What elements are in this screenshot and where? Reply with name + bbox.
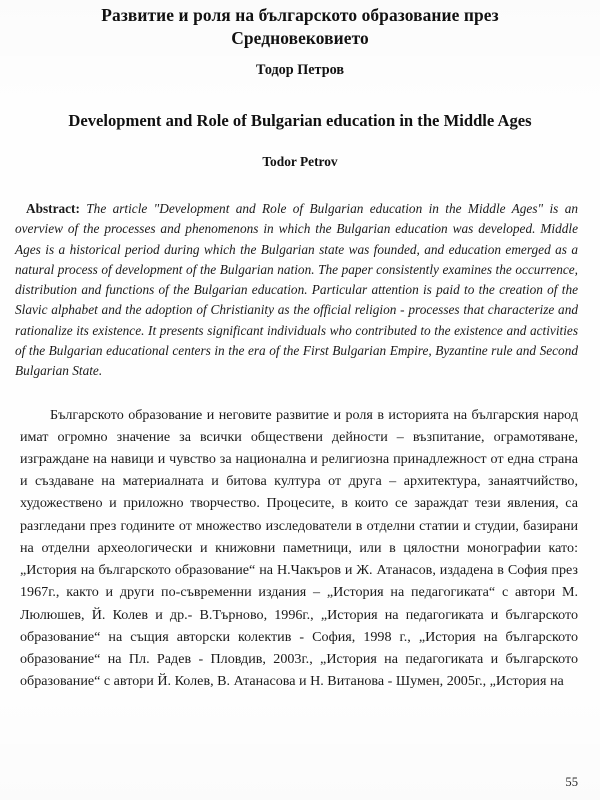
page-title-english: Development and Role of Bulgarian education in the Middle Ages — [68, 111, 532, 130]
author-name-bulgarian: Тодор Петров — [256, 62, 344, 78]
page-number: 55 — [565, 775, 578, 789]
abstract-label: Abstract: — [26, 201, 80, 216]
author-name-english: Todor Petrov — [262, 154, 338, 169]
abstract-text: The article "Development and Role of Bulgarian education in the Middle Ages" is an overview of the processes and phenomenons in which the Bulgarian education was developed. Middle Ages is a historical period during which the Bulgarian state was founded, and education emerged as a natural process of development of the Bulgarian nation. The paper consistently examines the occurrence, distribution and functions of the Bulgarian education. Particular attention is paid to the creation of the Slavic alphabet and the adoption of Christianity as the official religion - processes that characterize and rationalize its existence. It presents significant individuals who contributed to the existence and activities of the Bulgarian educational centers in the era of the First Bulgarian Empire, Byzantine rule and Second Bulgarian State. — [15, 201, 578, 379]
page-title-bulgarian: Развитие и роля на българското образование през Средновековието — [101, 5, 499, 48]
abstract-paragraph — [0, 171, 600, 382]
title-block — [0, 0, 600, 171]
body-paragraph-1: Българското образование и неговите развитие и роля в историята на българския народ имат огромно значение за всички обществени дейности – възпитание, ограмотяване, изграждане на навици и чувство за национална и религиозна принадлежност от една страна и създаване на материалната и битова култура от друга – архитектура, занаятчийство, художествено и приложно творчество. Процесите, в които се зараждат тези явления, са разгледани през годините от множество изследователи в отделни статии и студии, базирани на отделни археологически и книжовни паметници, или в цялостни монографии като: „История на българското образование“ на Н.Чакъров и Ж. Атанасов, издадена в София през 1967г., както и други по-съвременни издания – „История на педагогиката“ с автори М. Люлюшев, Й. Колев и др.- В.Търново, 1996г., „История на педагогиката и българското образование“ на същия авторски колектив - София, 1998 г., „История на българското образование“ на Пл. Радев - Пловдив, 2003г., „История на педагогиката и българското образование“ с автори Й. Колев, В. Атанасова и Н. Витанова - Шумен, 2005г., „История на — [20, 406, 578, 690]
